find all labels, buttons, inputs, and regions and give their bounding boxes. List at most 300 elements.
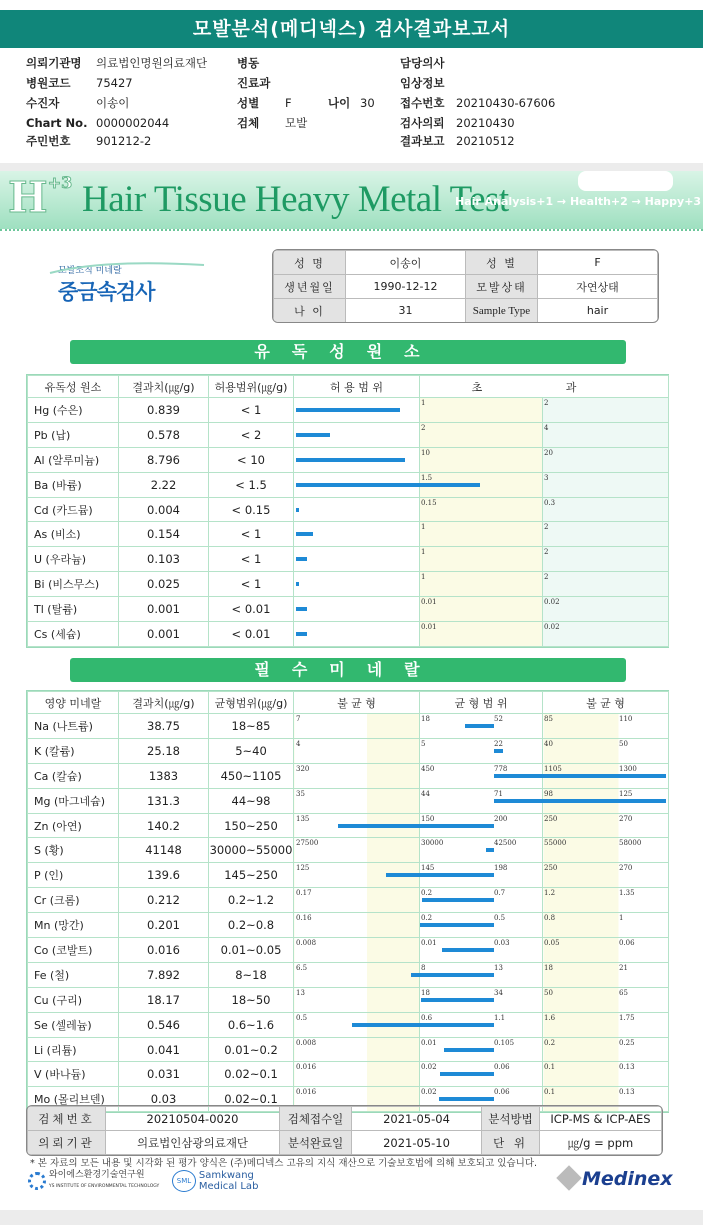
toxic-row — [28, 472, 669, 497]
mineral-high-cell — [543, 714, 669, 739]
receipt-label: 접수번호 — [400, 96, 445, 110]
mineral-tick: 55000 — [544, 839, 567, 848]
age-label-box: 나 이 — [274, 299, 346, 323]
mineral-header-range: 균형범위(㎍/g) — [209, 692, 294, 714]
mineral-high-cell — [543, 838, 669, 863]
dept-label: 진료과 — [237, 76, 271, 90]
toxic-excess-cell-2 — [543, 572, 669, 597]
mineral-bar — [420, 923, 494, 927]
mineral-element: Mn (망간) — [28, 913, 119, 938]
mineral-low-cell — [294, 987, 420, 1012]
toxic-tick: 2 — [421, 423, 426, 432]
patient-box — [272, 249, 659, 323]
toxic-tick: 1 — [421, 399, 426, 407]
toxic-excess-cell-1 — [420, 522, 543, 547]
toxic-range: < 1 — [209, 547, 294, 572]
mineral-range: 8~18 — [209, 962, 294, 987]
mineral-tick: 42500 — [494, 839, 517, 848]
toxic-excess-cell-2 — [543, 622, 669, 647]
mineral-tick: 1105 — [544, 764, 562, 773]
specimen-no-label: 검체번호 — [28, 1107, 106, 1131]
toxic-bar — [296, 607, 307, 611]
unit-label: 단 위 — [482, 1131, 540, 1155]
mineral-element: Mo (몰리브덴) — [28, 1087, 119, 1112]
mineral-tick: 1.2 — [544, 889, 556, 898]
toxic-tick: 10 — [421, 448, 430, 457]
toxic-tick: 0.02 — [544, 598, 560, 607]
request-date: 20210430 — [456, 116, 515, 130]
mineral-bar — [465, 724, 494, 728]
mineral-element: Fe (철) — [28, 962, 119, 987]
mineral-header-element: 영양 미네랄 — [28, 692, 119, 714]
mineral-tick: 34 — [494, 988, 503, 997]
mineral-tick: 52 — [494, 715, 503, 723]
toxic-range: < 1 — [209, 398, 294, 423]
toxic-row — [28, 497, 669, 522]
bottom-separator — [0, 1210, 703, 1225]
toxic-allowed-cell — [294, 547, 420, 572]
toxic-header-range: 허용범위(㎍/g) — [209, 376, 294, 398]
toxic-value: 0.103 — [119, 547, 209, 572]
request-label: 검사의뢰 — [400, 116, 445, 130]
done-label: 분석완료일 — [280, 1131, 352, 1155]
sml-logo-icon: SML — [172, 1170, 196, 1192]
mineral-high-cell — [543, 938, 669, 963]
ys-logo-icon — [28, 1172, 46, 1190]
mineral-low-cell — [294, 813, 420, 838]
toxic-excess-cell-1 — [420, 497, 543, 522]
toxic-range: < 0.01 — [209, 597, 294, 622]
mineral-tick: 18 — [421, 715, 430, 723]
mineral-row — [28, 813, 669, 838]
mineral-tick: 0.1 — [544, 1063, 556, 1072]
method-label: 분석방법 — [482, 1107, 540, 1131]
sml-logo-sub: Medical Lab — [198, 1181, 259, 1192]
toxic-value: 0.004 — [119, 497, 209, 522]
mineral-range: 18~50 — [209, 987, 294, 1012]
mineral-element: Cu (구리) — [28, 987, 119, 1012]
mineral-element: Cr (크롬) — [28, 888, 119, 913]
category-label — [44, 263, 224, 306]
toxic-allowed-cell — [294, 398, 420, 423]
mineral-low-cell — [294, 838, 420, 863]
mineral-element: P (인) — [28, 863, 119, 888]
mineral-tick: 21 — [619, 963, 628, 972]
report-date: 20210512 — [456, 134, 515, 148]
sex: F — [285, 96, 292, 110]
medinex-logo-icon — [556, 1165, 581, 1190]
toxic-excess-cell-1 — [420, 398, 543, 423]
mineral-tick: 0.2 — [421, 914, 433, 923]
mineral-bar — [411, 973, 494, 977]
mineral-row — [28, 987, 669, 1012]
mineral-value: 0.031 — [119, 1062, 209, 1087]
mineral-range: 145~250 — [209, 863, 294, 888]
toxic-row — [28, 572, 669, 597]
banner-title: Hair Tissue Heavy Metal Test — [82, 179, 509, 220]
mineral-bar — [486, 848, 494, 852]
mineral-tick: 250 — [544, 814, 558, 823]
mineral-tick: 450 — [421, 764, 435, 773]
mineral-tick: 85 — [544, 715, 553, 723]
chart-label: Chart No. — [26, 116, 88, 130]
ys-logo-subtext: YS INSTITUTE OF ENVIRONMENTAL TECHNOLOGY — [48, 1184, 160, 1189]
toxic-excess-cell-2 — [543, 497, 669, 522]
toxic-bar — [296, 458, 405, 462]
mineral-low-cell — [294, 763, 420, 788]
mineral-row — [28, 913, 669, 938]
mineral-bar — [494, 774, 666, 778]
toxic-value: 0.001 — [119, 597, 209, 622]
toxic-excess-cell-1 — [420, 447, 543, 472]
mineral-high-cell — [543, 738, 669, 763]
mineral-value: 131.3 — [119, 788, 209, 813]
toxic-range: < 2 — [209, 422, 294, 447]
mineral-high-cell — [543, 1037, 669, 1062]
mineral-tick: 1 — [619, 914, 624, 923]
mineral-tick: 0.25 — [619, 1038, 635, 1047]
patient-name: 이송이 — [96, 96, 130, 110]
toxic-element: Hg (수은) — [28, 398, 119, 423]
mineral-low-cell — [294, 863, 420, 888]
toxic-tick: 0.01 — [421, 598, 437, 607]
toxic-element: Cd (카드뮴) — [28, 497, 119, 522]
name-label: 성 명 — [274, 251, 346, 275]
mineral-tick: 125 — [296, 864, 310, 873]
toxic-value: 0.839 — [119, 398, 209, 423]
mineral-tick: 0.016 — [296, 1063, 317, 1072]
toxic-bar — [296, 508, 299, 512]
mineral-value: 25.18 — [119, 738, 209, 763]
toxic-range: < 1.5 — [209, 472, 294, 497]
unit: ㎍/g = ppm — [540, 1131, 662, 1155]
mineral-high-cell — [543, 987, 669, 1012]
toxic-section-title: 유독성원소 — [70, 340, 626, 364]
mineral-tick: 270 — [619, 864, 633, 873]
mineral-bar — [439, 1097, 495, 1101]
hospital-code: 75427 — [96, 76, 133, 90]
mineral-row — [28, 1062, 669, 1087]
mineral-low-cell — [294, 1012, 420, 1037]
toxic-tick: 2 — [544, 573, 549, 582]
mineral-tick: 0.02 — [421, 1063, 437, 1072]
toxic-header-allowed: 허 용 범 위 — [294, 376, 420, 398]
mineral-low-cell — [294, 913, 420, 938]
category-big: 중금속검사 — [58, 280, 155, 304]
receipt-no: 20210430-67606 — [456, 96, 556, 110]
mineral-tick: 250 — [544, 864, 558, 873]
mineral-element: Se (셀레늄) — [28, 1012, 119, 1037]
mineral-bar — [422, 898, 494, 902]
mineral-tick: 40 — [544, 739, 553, 748]
toxic-excess-cell-1 — [420, 422, 543, 447]
mineral-balance-cell — [420, 838, 543, 863]
specimen-label: 검체 — [237, 116, 260, 130]
toxic-header-value: 결과치(㎍/g) — [119, 376, 209, 398]
mineral-tick: 1.75 — [619, 1013, 635, 1022]
toxic-range: < 1 — [209, 522, 294, 547]
mineral-tick: 0.5 — [494, 914, 506, 923]
toxic-excess-cell-2 — [543, 597, 669, 622]
toxic-allowed-cell — [294, 497, 420, 522]
mineral-tick: 110 — [619, 715, 633, 723]
mineral-tick: 0.06 — [494, 1088, 510, 1097]
mineral-tick: 8 — [421, 963, 426, 972]
toxic-allowed-cell — [294, 622, 420, 647]
sml-logo-name: Samkwang — [198, 1170, 254, 1181]
mineral-bar — [352, 1023, 494, 1027]
mineral-low-cell — [294, 738, 420, 763]
toxic-tick: 0.02 — [544, 623, 560, 632]
mineral-tick: 0.008 — [296, 1038, 317, 1047]
ys-logo — [28, 1170, 159, 1192]
mineral-tick: 7 — [296, 715, 301, 723]
mineral-tick: 58000 — [619, 839, 642, 848]
mineral-header-balance: 균 형 범 위 — [420, 692, 543, 714]
separator — [0, 163, 703, 171]
toxic-tick: 1 — [421, 573, 426, 582]
requester-label: 의뢰기관 — [28, 1131, 106, 1155]
test-banner — [0, 171, 703, 229]
mineral-low-cell — [294, 714, 420, 739]
copyright-note: * 본 자료의 모든 내용 및 시각화 된 평가 양식은 (주)메디넥스 고유의 지식 재산으로 기술보호법에 의해 보호되고 있습니다. — [30, 1158, 538, 1169]
category-small: 모발조직 미네랄 — [58, 266, 122, 276]
mineral-row — [28, 1037, 669, 1062]
mineral-value: 0.212 — [119, 888, 209, 913]
mineral-element: K (칼륨) — [28, 738, 119, 763]
resident-label: 주민번호 — [26, 134, 71, 148]
mineral-value: 0.041 — [119, 1037, 209, 1062]
mineral-value: 1383 — [119, 763, 209, 788]
mineral-tick: 1300 — [619, 764, 637, 773]
method: ICP-MS & ICP-AES — [540, 1107, 662, 1131]
toxic-tick: 1.5 — [421, 473, 433, 482]
mineral-tick: 0.13 — [619, 1088, 635, 1097]
report-label: 결과보고 — [400, 134, 445, 148]
mineral-element: V (바나듐) — [28, 1062, 119, 1087]
toxic-element: As (비소) — [28, 522, 119, 547]
mineral-tick: 150 — [421, 814, 435, 823]
mineral-high-cell — [543, 863, 669, 888]
mineral-tick: 0.7 — [494, 889, 506, 898]
toxic-allowed-cell — [294, 472, 420, 497]
toxic-allowed-cell — [294, 422, 420, 447]
toxic-range: < 10 — [209, 447, 294, 472]
toxic-allowed-cell — [294, 572, 420, 597]
mineral-tick: 0.2 — [544, 1038, 556, 1047]
mineral-range: 0.2~0.8 — [209, 913, 294, 938]
toxic-allowed-cell — [294, 522, 420, 547]
received-label: 검체접수일 — [280, 1107, 352, 1131]
mineral-value: 38.75 — [119, 714, 209, 739]
mineral-element: Mg (마그네슘) — [28, 788, 119, 813]
mineral-tick: 0.105 — [494, 1038, 515, 1047]
mineral-section-title: 필수미네랄 — [70, 658, 626, 682]
mineral-row — [28, 863, 669, 888]
age-label: 나이 — [328, 96, 351, 110]
resident-no: 901212-2 — [96, 134, 152, 148]
mineral-row — [28, 763, 669, 788]
toxic-row — [28, 447, 669, 472]
toxic-tick: 20 — [544, 448, 553, 457]
mineral-row — [28, 888, 669, 913]
toxic-header-element: 유독성 원소 — [28, 376, 119, 398]
toxic-excess-cell-2 — [543, 522, 669, 547]
mineral-bar — [421, 998, 494, 1002]
toxic-value: 2.22 — [119, 472, 209, 497]
toxic-bar — [296, 433, 330, 437]
mineral-tick: 778 — [494, 764, 508, 773]
mineral-row — [28, 738, 669, 763]
toxic-tick: 1 — [421, 548, 426, 557]
mineral-tick: 35 — [296, 789, 305, 798]
chart-no: 0000002044 — [96, 116, 170, 130]
report-title: 모발분석(메디넥스) 검사결과보고서 — [0, 10, 703, 48]
banner-white-tab — [578, 171, 673, 191]
mineral-tick: 98 — [544, 789, 553, 798]
toxic-element: U (우라늄) — [28, 547, 119, 572]
age-value: 31 — [346, 299, 466, 323]
toxic-bar — [296, 582, 299, 586]
toxic-range: < 0.15 — [209, 497, 294, 522]
mineral-row — [28, 938, 669, 963]
toxic-value: 0.154 — [119, 522, 209, 547]
mineral-tick: 5 — [421, 739, 426, 748]
mineral-tick: 4 — [296, 739, 301, 748]
doctor-label: 담당의사 — [400, 56, 445, 70]
type-label: Sample Type — [466, 299, 538, 323]
mineral-range: 450~1105 — [209, 763, 294, 788]
toxic-row — [28, 622, 669, 647]
mineral-tick: 71 — [494, 789, 503, 798]
toxic-tick: 0.15 — [421, 498, 437, 507]
specimen: 모발 — [285, 116, 308, 130]
mineral-value: 18.17 — [119, 987, 209, 1012]
name-value: 이송이 — [346, 251, 466, 275]
toxic-excess-cell-2 — [543, 547, 669, 572]
toxic-excess-cell-2 — [543, 398, 669, 423]
mineral-tick: 0.5 — [296, 1013, 308, 1022]
mineral-range: 0.6~1.6 — [209, 1012, 294, 1037]
ys-logo-text: 와이에스환경기술연구원 — [48, 1170, 145, 1180]
mineral-row — [28, 788, 669, 813]
mineral-tick: 0.1 — [544, 1088, 556, 1097]
state-label: 모발상태 — [466, 275, 538, 299]
mineral-tick: 30000 — [421, 839, 444, 848]
mineral-tick: 18 — [421, 988, 430, 997]
mineral-high-cell — [543, 962, 669, 987]
mineral-row — [28, 962, 669, 987]
mineral-low-cell — [294, 962, 420, 987]
mineral-tick: 1.1 — [494, 1013, 506, 1022]
mineral-bar — [444, 1048, 494, 1052]
mineral-tick: 145 — [421, 864, 435, 873]
toxic-allowed-cell — [294, 597, 420, 622]
toxic-bar — [296, 632, 307, 636]
toxic-tick: 2 — [544, 399, 549, 407]
toxic-element: Bi (비스무스) — [28, 572, 119, 597]
mineral-value: 139.6 — [119, 863, 209, 888]
mineral-tick: 0.13 — [619, 1063, 635, 1072]
toxic-excess-cell-2 — [543, 422, 669, 447]
toxic-row — [28, 422, 669, 447]
mineral-table — [26, 690, 669, 1113]
mineral-value: 140.2 — [119, 813, 209, 838]
dob-value: 1990-12-12 — [346, 275, 466, 299]
mineral-header-low: 불 균 형 — [294, 692, 420, 714]
toxic-bar — [296, 483, 480, 487]
hospital-code-label: 병원코드 — [26, 76, 71, 90]
toxic-tick: 2 — [544, 523, 549, 532]
toxic-element: Ba (바륨) — [28, 472, 119, 497]
sml-logo — [172, 1170, 258, 1192]
mineral-range: 5~40 — [209, 738, 294, 763]
medinex-logo: Medinex — [560, 1168, 673, 1190]
toxic-allowed-cell — [294, 447, 420, 472]
mineral-range: 0.01~0.2 — [209, 1037, 294, 1062]
toxic-tick: 0.3 — [544, 498, 556, 507]
mineral-tick: 200 — [494, 814, 508, 823]
toxic-tick: 2 — [544, 548, 549, 557]
footer-info — [26, 1105, 663, 1156]
mineral-tick: 0.008 — [296, 939, 317, 948]
mineral-range: 0.02~0.1 — [209, 1087, 294, 1112]
mineral-tick: 135 — [296, 814, 310, 823]
mineral-range: 0.2~1.2 — [209, 888, 294, 913]
mineral-tick: 320 — [296, 764, 310, 773]
mineral-balance-cell — [420, 738, 543, 763]
mineral-tick: 0.2 — [421, 889, 433, 898]
age: 30 — [360, 96, 375, 110]
mineral-low-cell — [294, 1062, 420, 1087]
h3-logo: $H^{+3}$ — [8, 173, 73, 222]
mineral-range: 30000~55000 — [209, 838, 294, 863]
mineral-range: 44~98 — [209, 788, 294, 813]
mineral-tick: 1.35 — [619, 889, 635, 898]
toxic-tick: 0.01 — [421, 623, 437, 632]
toxic-tick: 4 — [544, 423, 549, 432]
mineral-tick: 22 — [494, 739, 503, 748]
mineral-range: 150~250 — [209, 813, 294, 838]
mineral-value: 0.546 — [119, 1012, 209, 1037]
mineral-tick: 65 — [619, 988, 628, 997]
mineral-tick: 0.03 — [494, 939, 510, 948]
mineral-tick: 0.06 — [619, 939, 635, 948]
toxic-bar — [296, 408, 400, 412]
sex-label-box: 성 별 — [466, 251, 538, 275]
toxic-tick: 3 — [544, 473, 549, 482]
toxic-value: 0.025 — [119, 572, 209, 597]
mineral-value: 0.201 — [119, 913, 209, 938]
mineral-tick: 13 — [494, 963, 503, 972]
mineral-tick: 6.5 — [296, 963, 308, 972]
state-value: 자연상태 — [538, 275, 658, 299]
mineral-range: 18~85 — [209, 714, 294, 739]
mineral-high-cell — [543, 1062, 669, 1087]
type-value: hair — [538, 299, 658, 323]
mineral-tick: 125 — [619, 789, 633, 798]
toxic-value: 0.578 — [119, 422, 209, 447]
toxic-element: Pb (납) — [28, 422, 119, 447]
mineral-tick: 0.05 — [544, 939, 560, 948]
dotted-divider — [0, 229, 703, 231]
requester: 의료법인삼광의료재단 — [106, 1131, 280, 1155]
toxic-excess-cell-1 — [420, 597, 543, 622]
toxic-excess-cell-2 — [543, 447, 669, 472]
mineral-tick: 0.8 — [544, 914, 556, 923]
swoosh-icon — [44, 259, 214, 277]
toxic-element: Tl (탈륨) — [28, 597, 119, 622]
